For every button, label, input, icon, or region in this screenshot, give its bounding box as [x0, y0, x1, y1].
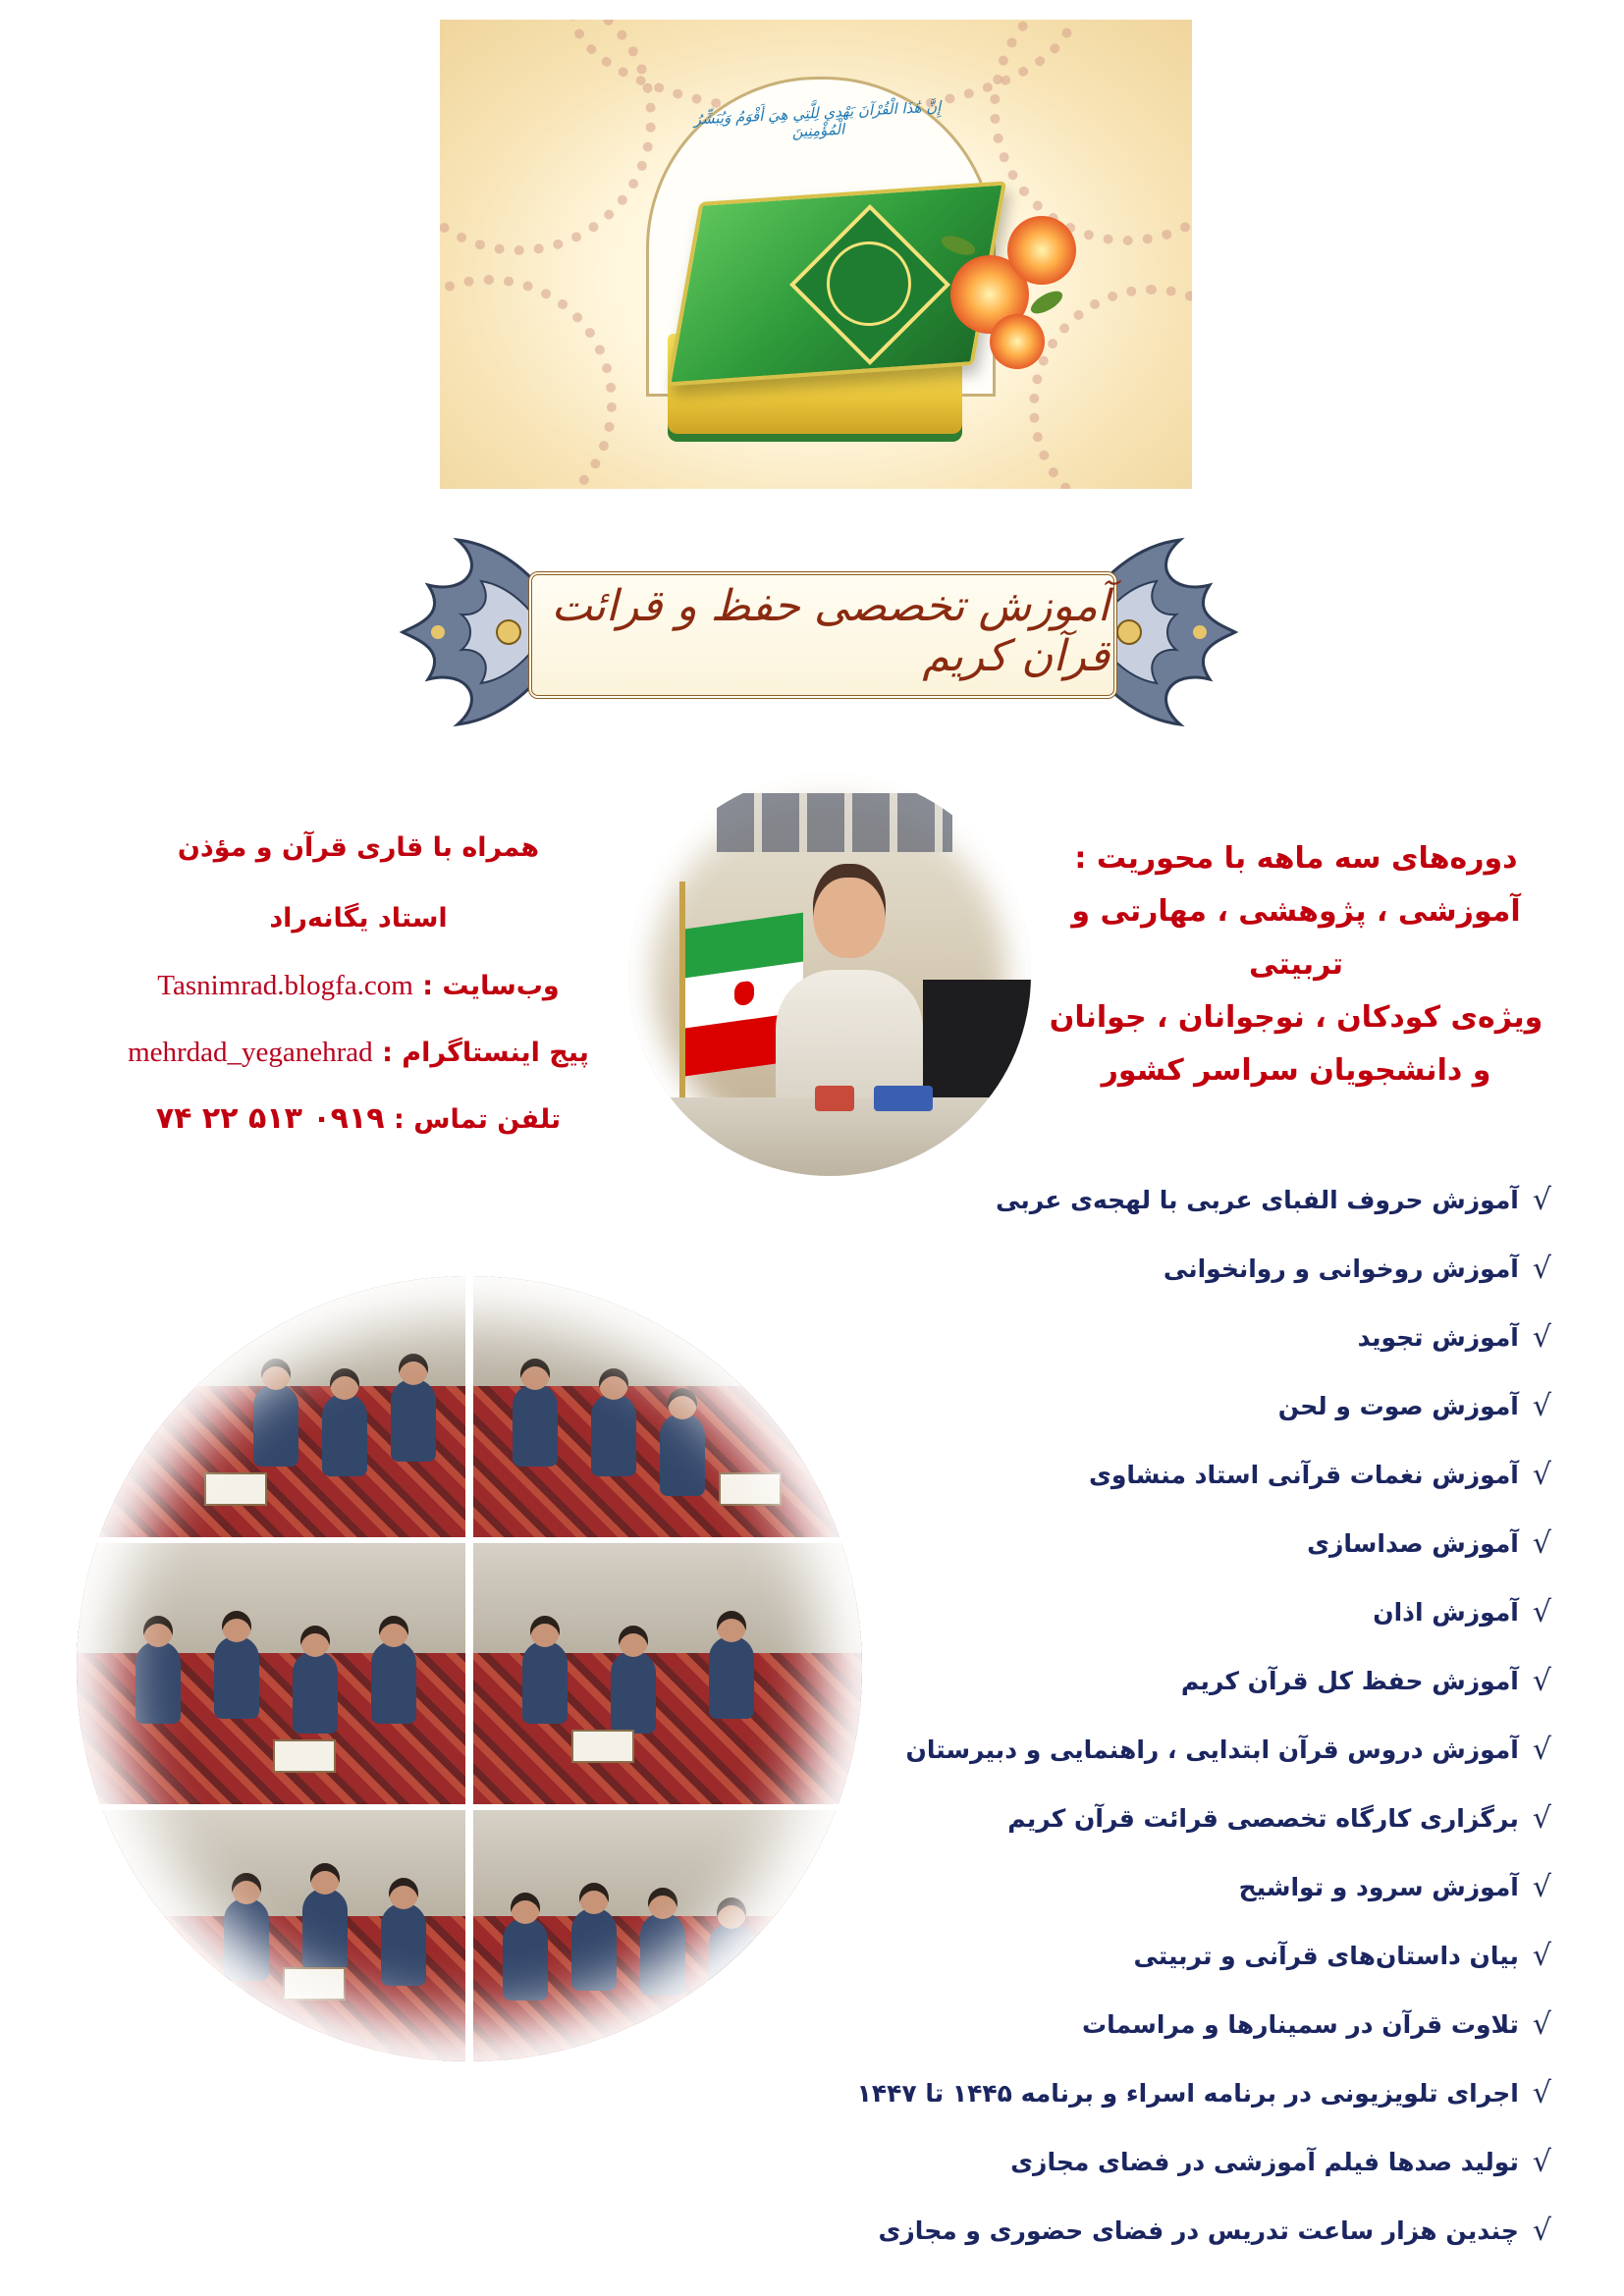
service-label: آموزش اذان — [1373, 1597, 1519, 1627]
website-row — [108, 970, 609, 1002]
phone-number[interactable]: ۰۹۱۹ ۵۱۳ ۲۲ ۷۴ — [155, 1101, 385, 1136]
monitor — [923, 980, 1031, 1097]
service-item — [1239, 1857, 1551, 1916]
class-photo — [473, 1810, 862, 2061]
service-item — [857, 2063, 1551, 2122]
desk-item — [874, 1086, 933, 1111]
checkmark-icon: √ — [1532, 1182, 1551, 1217]
service-item — [996, 1170, 1551, 1229]
courses-line-2: آموزشی ، پژوهشی ، مهارتی و تربیتی — [1071, 894, 1521, 982]
instagram-label: پیج اینستاگرام : — [382, 1038, 589, 1068]
service-item — [1358, 1308, 1551, 1366]
service-label: آموزش حروف الفبای عربی با لهجه‌ی عربی — [996, 1185, 1519, 1214]
service-label: آموزش دروس قرآن ابتدایی ، راهنمایی و دبیرستان — [905, 1735, 1519, 1764]
instagram-row — [108, 1037, 609, 1069]
checkmark-icon: √ — [1532, 1869, 1551, 1904]
service-label: آموزش روخوانی و روانخوانی — [1163, 1254, 1519, 1283]
class-photo-collage — [77, 1276, 862, 2061]
class-photo — [77, 1276, 465, 1537]
checkmark-icon: √ — [1532, 1800, 1551, 1836]
service-item — [1082, 1995, 1551, 2054]
checkmark-icon: √ — [1532, 1457, 1551, 1492]
checkmark-icon: √ — [1532, 1663, 1551, 1698]
checkmark-icon: √ — [1532, 2075, 1551, 2110]
checkmark-icon: √ — [1532, 1388, 1551, 1423]
service-label: تولید صدها فیلم آموزشی در فضای مجازی — [1010, 2147, 1519, 2176]
service-item — [1278, 1376, 1551, 1435]
class-photo — [77, 1810, 465, 2061]
title-banner — [399, 526, 1239, 738]
quran-hero-illustration — [440, 20, 1192, 489]
decorative-swirl — [1029, 285, 1192, 489]
cover-calligraphy-medallion — [827, 241, 911, 326]
service-label: آموزش صداسازی — [1307, 1528, 1519, 1558]
class-photo — [473, 1276, 862, 1537]
service-label: آموزش نغمات قرآنی استاد منشاوی — [1088, 1460, 1519, 1489]
flower-icon — [1007, 216, 1076, 285]
service-item — [1133, 1926, 1551, 1985]
checkmark-icon: √ — [1532, 1251, 1551, 1286]
website-label: وب‌سایت : — [422, 971, 560, 1001]
service-item — [1007, 1789, 1551, 1847]
checkmark-icon: √ — [1532, 1938, 1551, 1973]
service-label: اجرای تلویزیونی در برنامه اسراء و برنامه ۱۴۴۵ تا ۱۴۴۷ — [856, 2078, 1519, 2108]
service-label: آموزش سرود و تواشیح — [1238, 1872, 1519, 1901]
checkmark-icon: √ — [1532, 2213, 1551, 2248]
class-photo — [473, 1543, 862, 1804]
instagram-handle[interactable]: mehrdad_yeganehrad — [128, 1037, 373, 1068]
service-item — [1373, 1582, 1551, 1641]
service-label: چندین هزار ساعت تدریس در فضای حضوری و مجازی — [878, 2216, 1519, 2245]
service-label: آموزش تجوید — [1357, 1322, 1519, 1352]
instructor-head — [813, 864, 886, 958]
service-label: بیان داستان‌های قرآنی و تربیتی — [1133, 1941, 1519, 1970]
instructor-role: همراه با قاری قرآن و مؤذن — [177, 832, 540, 863]
service-label: آموزش صوت و لحن — [1277, 1391, 1519, 1420]
flower-icon — [990, 314, 1045, 369]
service-item — [879, 2201, 1552, 2260]
checkmark-icon: √ — [1532, 1525, 1551, 1561]
service-label: آموزش حفظ کل قرآن کریم — [1180, 1666, 1519, 1695]
service-label: تلاوت قرآن در سمینارها و مراسمات — [1082, 2009, 1519, 2039]
leaf-icon — [1027, 287, 1065, 318]
courses-line-4: و دانشجویان سراسر کشور — [1101, 1053, 1491, 1088]
class-photo — [77, 1543, 465, 1804]
service-item — [1089, 1445, 1551, 1504]
service-item — [1307, 1514, 1551, 1573]
service-item — [1181, 1651, 1551, 1710]
courses-line-1: دوره‌های سه ماهه با محوریت : — [1074, 841, 1518, 876]
checkmark-icon: √ — [1532, 2144, 1551, 2179]
service-label: برگزاری کارگاه تخصصی قرائت قرآن کریم — [1007, 1803, 1519, 1833]
courses-line-3: ویژه‌ی کودکان ، نوجوانان ، جوانان — [1049, 1000, 1543, 1035]
wall-photos — [717, 793, 952, 852]
quran-verse-inscription: إِنَّ هَٰذَا الْقُرْآنَ يَهْدِي لِلَّتِي هِيَ أَقْوَمُ وَيُبَشِّرُ الْمُؤْمِنِينَ — [693, 97, 942, 141]
phone-row — [108, 1101, 609, 1136]
decorative-swirl — [440, 275, 617, 489]
checkmark-icon: √ — [1532, 1319, 1551, 1355]
website-link[interactable]: Tasnimrad.blogfa.com — [157, 970, 413, 1001]
desk-item — [815, 1086, 854, 1111]
service-item — [1164, 1239, 1551, 1298]
instructor-name: استاد یگانه‌راد — [269, 903, 448, 934]
page-title: آموزش تخصصی حفظ و قرائت قرآن کریم — [551, 581, 1110, 681]
instructor-portrait — [628, 774, 1031, 1176]
courses-description — [1041, 832, 1551, 1097]
service-item — [1010, 2132, 1551, 2191]
checkmark-icon: √ — [1532, 1594, 1551, 1629]
service-item — [906, 1720, 1551, 1779]
phone-label: تلفن تماس : — [394, 1104, 562, 1135]
checkmark-icon: √ — [1532, 2006, 1551, 2042]
checkmark-icon: √ — [1532, 1732, 1551, 1767]
